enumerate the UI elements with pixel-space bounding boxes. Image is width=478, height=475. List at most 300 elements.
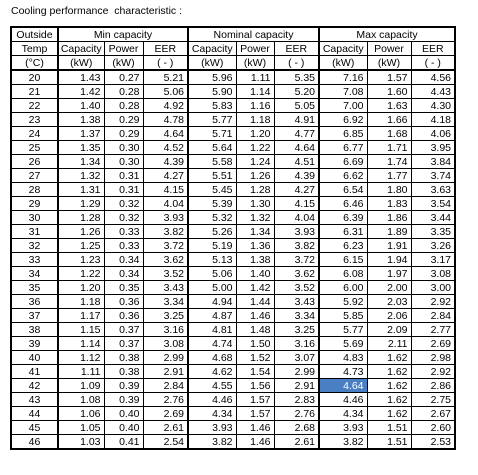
nominal-capacity-cell[interactable]: 5.58 [188,155,236,169]
max-eer-cell[interactable]: 3.44 [411,211,455,225]
nominal-eer-cell[interactable]: 3.52 [274,281,319,295]
outside-temp-cell[interactable]: 33 [11,253,58,267]
temp-unit: (°C) [11,56,58,71]
table-row [11,281,455,295]
max-power-cell[interactable]: 1.62 [367,393,411,407]
max-capacity-cell[interactable]: 5.92 [319,295,367,309]
min-capacity-cell[interactable]: 1.31 [58,183,104,197]
outside-temp-cell[interactable]: 45 [11,421,58,435]
min-eer-cell[interactable]: 4.64 [143,127,188,141]
outside-temp-cell[interactable]: 28 [11,183,58,197]
min-power-cell[interactable]: 0.36 [104,295,143,309]
min-eer-cell[interactable]: 3.25 [143,309,188,323]
max-eer-cell[interactable]: 3.84 [411,155,455,169]
min-capacity-cell[interactable]: 1.32 [58,169,104,183]
min-capacity-cell[interactable]: 1.09 [58,379,104,393]
min-eer-cell[interactable]: 2.99 [143,351,188,365]
min-capacity-cell[interactable]: 1.08 [58,393,104,407]
max-eer-cell[interactable]: 3.74 [411,169,455,183]
max-eer-cell[interactable]: 2.92 [411,295,455,309]
group-header-nominal: Nominal capacity [188,27,319,42]
max-capacity-cell[interactable]: 6.08 [319,267,367,281]
min-capacity-cell[interactable]: 1.37 [58,127,104,141]
outside-temp-cell[interactable]: 20 [11,70,58,85]
max-power-cell[interactable]: 2.09 [367,323,411,337]
nominal-power-cell[interactable]: 1.52 [236,351,274,365]
outside-temp-cell[interactable]: 30 [11,211,58,225]
max-eer-cell[interactable]: 4.30 [411,99,455,113]
max-eer-cell[interactable]: 3.95 [411,141,455,155]
outside-temp-cell[interactable]: 32 [11,239,58,253]
min-eer-header: EER [143,42,188,56]
nominal-capacity-cell[interactable]: 5.71 [188,127,236,141]
min-eer-cell[interactable]: 3.08 [143,337,188,351]
min-capacity-cell[interactable]: 1.06 [58,407,104,421]
nominal-power-cell[interactable]: 1.54 [236,365,274,379]
min-eer-cell[interactable]: 2.84 [143,379,188,393]
min-capacity-cell[interactable]: 1.23 [58,253,104,267]
nominal-power-cell[interactable]: 1.11 [236,70,274,85]
max-eer-cell[interactable]: 2.75 [411,393,455,407]
nominal-eer-cell[interactable]: 4.04 [274,211,319,225]
nominal-eer-cell[interactable]: 3.07 [274,351,319,365]
max-eer-cell[interactable]: 4.06 [411,127,455,141]
outside-temp-cell[interactable]: 25 [11,141,58,155]
nominal-eer-cell[interactable]: 5.35 [274,70,319,85]
nominal-eer-cell[interactable]: 4.51 [274,155,319,169]
min-capacity-cell[interactable]: 1.25 [58,239,104,253]
max-capacity-unit: (kW) [319,56,367,71]
nominal-power-cell[interactable]: 1.28 [236,183,274,197]
max-eer-cell[interactable]: 2.77 [411,323,455,337]
nominal-capacity-cell[interactable]: 5.32 [188,211,236,225]
nominal-capacity-cell[interactable]: 4.68 [188,351,236,365]
nominal-eer-cell[interactable]: 4.39 [274,169,319,183]
max-power-cell[interactable]: 1.62 [367,351,411,365]
max-power-cell[interactable]: 1.66 [367,113,411,127]
temp-header: Temp [11,42,58,56]
outside-temp-cell[interactable]: 46 [11,435,58,450]
nominal-power-cell[interactable]: 1.30 [236,197,274,211]
min-capacity-cell[interactable]: 1.14 [58,337,104,351]
nominal-capacity-cell[interactable]: 5.06 [188,267,236,281]
table-row [11,407,455,421]
outside-temp-cell[interactable]: 44 [11,407,58,421]
nominal-capacity-cell[interactable]: 5.51 [188,169,236,183]
min-capacity-cell[interactable]: 1.29 [58,197,104,211]
table-row [11,141,455,155]
group-header-min: Min capacity [58,27,188,42]
nominal-capacity-cell[interactable]: 4.62 [188,365,236,379]
min-capacity-cell[interactable]: 1.35 [58,141,104,155]
table-row [11,155,455,169]
max-power-cell[interactable]: 1.83 [367,197,411,211]
min-power-cell[interactable]: 0.35 [104,281,143,295]
max-power-cell[interactable]: 1.86 [367,211,411,225]
nominal-power-cell[interactable]: 1.32 [236,211,274,225]
min-capacity-cell[interactable]: 1.03 [58,435,104,450]
nominal-eer-cell[interactable]: 4.15 [274,197,319,211]
min-capacity-cell[interactable]: 1.40 [58,99,104,113]
nominal-eer-cell[interactable]: 2.91 [274,379,319,393]
max-capacity-cell[interactable]: 6.00 [319,281,367,295]
max-power-cell[interactable]: 1.63 [367,99,411,113]
max-capacity-cell[interactable]: 6.39 [319,211,367,225]
max-capacity-cell[interactable]: 4.73 [319,365,367,379]
min-eer-cell[interactable]: 3.16 [143,323,188,337]
table-row [11,421,455,435]
nominal-power-cell[interactable]: 1.38 [236,253,274,267]
max-eer-cell[interactable]: 3.17 [411,253,455,267]
outside-temp-cell[interactable]: 41 [11,365,58,379]
max-capacity-cell[interactable]: 6.92 [319,113,367,127]
table-row [11,225,455,239]
min-eer-cell[interactable]: 5.21 [143,70,188,85]
min-eer-cell[interactable]: 4.39 [143,155,188,169]
min-capacity-cell[interactable]: 1.42 [58,85,104,99]
outside-temp-cell[interactable]: 39 [11,337,58,351]
min-eer-cell[interactable]: 3.72 [143,239,188,253]
min-power-cell[interactable]: 0.30 [104,155,143,169]
max-capacity-cell[interactable]: 6.31 [319,225,367,239]
min-capacity-cell[interactable]: 1.34 [58,155,104,169]
max-eer-unit: ( - ) [411,56,455,71]
nominal-capacity-cell[interactable]: 5.26 [188,225,236,239]
max-power-cell[interactable]: 1.71 [367,141,411,155]
nominal-capacity-cell[interactable]: 5.96 [188,70,236,85]
nominal-power-cell[interactable]: 1.50 [236,337,274,351]
min-eer-cell[interactable]: 2.76 [143,393,188,407]
min-power-cell[interactable]: 0.40 [104,407,143,421]
min-eer-cell[interactable]: 4.52 [143,141,188,155]
nominal-capacity-cell[interactable]: 4.34 [188,407,236,421]
table-row [11,267,455,281]
min-power-cell[interactable]: 0.31 [104,183,143,197]
nominal-eer-cell[interactable]: 2.99 [274,365,319,379]
max-eer-cell[interactable]: 4.18 [411,113,455,127]
min-power-cell[interactable]: 0.38 [104,351,143,365]
max-power-cell[interactable]: 1.80 [367,183,411,197]
nominal-power-cell[interactable]: 1.34 [236,225,274,239]
min-eer-cell[interactable]: 4.27 [143,169,188,183]
outside-temp-cell[interactable]: 40 [11,351,58,365]
table-row [11,169,455,183]
table-row [11,211,455,225]
table-row [11,99,455,113]
min-eer-cell[interactable]: 3.43 [143,281,188,295]
min-power-cell[interactable]: 0.39 [104,379,143,393]
max-power-cell[interactable]: 2.06 [367,309,411,323]
min-power-cell[interactable]: 0.31 [104,169,143,183]
min-power-cell[interactable]: 0.39 [104,393,143,407]
max-eer-cell[interactable]: 2.86 [411,379,455,393]
min-eer-cell[interactable]: 3.52 [143,267,188,281]
nominal-eer-cell[interactable]: 3.93 [274,225,319,239]
min-eer-cell[interactable]: 4.04 [143,197,188,211]
max-capacity-cell[interactable]: 6.85 [319,127,367,141]
nominal-power-cell[interactable]: 1.57 [236,393,274,407]
nominal-capacity-cell[interactable]: 5.39 [188,197,236,211]
outside-temp-cell[interactable]: 43 [11,393,58,407]
max-power-cell[interactable]: 1.74 [367,155,411,169]
min-eer-cell[interactable]: 4.15 [143,183,188,197]
min-capacity-cell[interactable]: 1.15 [58,323,104,337]
max-eer-cell[interactable]: 2.92 [411,365,455,379]
nominal-capacity-cell[interactable]: 5.00 [188,281,236,295]
max-power-cell[interactable]: 1.51 [367,435,411,450]
min-eer-cell[interactable]: 2.61 [143,421,188,435]
max-eer-cell[interactable]: 2.84 [411,309,455,323]
nominal-capacity-cell[interactable]: 5.45 [188,183,236,197]
min-eer-cell[interactable]: 2.91 [143,365,188,379]
nominal-power-cell[interactable]: 1.14 [236,85,274,99]
max-power-cell[interactable]: 2.03 [367,295,411,309]
max-eer-cell[interactable]: 3.08 [411,267,455,281]
min-capacity-cell[interactable]: 1.43 [58,70,104,85]
selected-cell[interactable]: 4.64 [319,379,367,393]
nominal-eer-cell[interactable]: 5.20 [274,85,319,99]
min-power-cell[interactable]: 0.33 [104,225,143,239]
min-power-cell[interactable]: 0.37 [104,337,143,351]
nominal-eer-cell[interactable]: 2.83 [274,393,319,407]
max-capacity-cell[interactable]: 5.69 [319,337,367,351]
nominal-eer-cell[interactable]: 2.68 [274,421,319,435]
nominal-power-cell[interactable]: 1.26 [236,169,274,183]
nominal-power-cell[interactable]: 1.16 [236,99,274,113]
max-eer-cell[interactable]: 3.35 [411,225,455,239]
nominal-power-cell[interactable]: 1.44 [236,295,274,309]
nominal-eer-cell[interactable]: 2.76 [274,407,319,421]
min-power-cell[interactable]: 0.28 [104,99,143,113]
table-row [11,197,455,211]
nominal-eer-cell[interactable]: 4.77 [274,127,319,141]
nominal-capacity-cell[interactable]: 5.19 [188,239,236,253]
nominal-power-cell[interactable]: 1.40 [236,267,274,281]
nominal-power-cell[interactable]: 1.24 [236,155,274,169]
max-eer-cell[interactable]: 2.53 [411,435,455,450]
min-eer-cell[interactable]: 4.78 [143,113,188,127]
nominal-power-cell[interactable]: 1.57 [236,407,274,421]
nominal-capacity-cell[interactable]: 4.81 [188,323,236,337]
max-power-cell[interactable]: 1.62 [367,379,411,393]
min-power-cell[interactable]: 0.30 [104,141,143,155]
max-capacity-cell[interactable]: 7.16 [319,70,367,85]
max-capacity-cell[interactable]: 4.46 [319,393,367,407]
max-eer-cell[interactable]: 2.67 [411,407,455,421]
nominal-capacity-cell[interactable]: 5.13 [188,253,236,267]
max-eer-cell[interactable]: 3.54 [411,197,455,211]
min-eer-cell[interactable]: 4.92 [143,99,188,113]
nominal-capacity-cell[interactable]: 4.87 [188,309,236,323]
nominal-eer-cell[interactable]: 3.62 [274,267,319,281]
nominal-eer-cell[interactable]: 5.05 [274,99,319,113]
nominal-eer-cell[interactable]: 3.82 [274,239,319,253]
min-power-cell[interactable]: 0.29 [104,127,143,141]
nominal-eer-cell[interactable]: 3.34 [274,309,319,323]
nominal-power-cell[interactable]: 1.48 [236,323,274,337]
nominal-eer-cell[interactable]: 4.27 [274,183,319,197]
max-eer-cell[interactable]: 3.26 [411,239,455,253]
min-eer-cell[interactable]: 2.54 [143,435,188,450]
max-capacity-cell[interactable]: 3.82 [319,435,367,450]
max-capacity-cell[interactable]: 4.83 [319,351,367,365]
nominal-eer-cell[interactable]: 3.43 [274,295,319,309]
table-row [11,351,455,365]
nominal-eer-cell[interactable]: 3.25 [274,323,319,337]
nominal-power-cell[interactable]: 1.20 [236,127,274,141]
max-capacity-cell[interactable]: 6.15 [319,253,367,267]
min-eer-cell[interactable]: 2.69 [143,407,188,421]
min-power-cell[interactable]: 0.28 [104,85,143,99]
min-power-cell[interactable]: 0.37 [104,323,143,337]
max-power-cell[interactable]: 2.11 [367,337,411,351]
outside-temp-cell[interactable]: 27 [11,169,58,183]
nominal-eer-cell[interactable]: 2.61 [274,435,319,450]
min-capacity-cell[interactable]: 1.18 [58,295,104,309]
max-power-cell[interactable]: 1.89 [367,225,411,239]
outside-temp-cell[interactable]: 26 [11,155,58,169]
max-capacity-cell[interactable]: 7.00 [319,99,367,113]
min-capacity-cell[interactable]: 1.12 [58,351,104,365]
outside-temp-header: Outside [11,27,58,42]
table-row [11,379,455,393]
max-capacity-cell[interactable]: 3.93 [319,421,367,435]
max-capacity-cell[interactable]: 6.46 [319,197,367,211]
min-power-cell[interactable]: 0.34 [104,267,143,281]
max-power-cell[interactable]: 1.91 [367,239,411,253]
min-eer-cell[interactable]: 3.93 [143,211,188,225]
table-row [11,295,455,309]
nominal-capacity-cell[interactable]: 5.64 [188,141,236,155]
max-capacity-cell[interactable]: 6.23 [319,239,367,253]
max-eer-cell[interactable]: 3.63 [411,183,455,197]
nominal-capacity-cell[interactable]: 4.46 [188,393,236,407]
max-eer-cell[interactable]: 4.43 [411,85,455,99]
nominal-power-cell[interactable]: 1.22 [236,141,274,155]
max-power-cell[interactable]: 1.77 [367,169,411,183]
min-eer-cell[interactable]: 5.06 [143,85,188,99]
min-power-cell[interactable]: 0.32 [104,197,143,211]
nominal-eer-cell[interactable]: 3.72 [274,253,319,267]
min-power-cell[interactable]: 0.33 [104,239,143,253]
max-capacity-cell[interactable]: 6.77 [319,141,367,155]
min-power-cell[interactable]: 0.29 [104,113,143,127]
nominal-power-cell[interactable]: 1.42 [236,281,274,295]
table-row [11,337,455,351]
nominal-eer-cell[interactable]: 4.91 [274,113,319,127]
max-power-cell[interactable]: 1.94 [367,253,411,267]
nominal-power-cell[interactable]: 1.56 [236,379,274,393]
nominal-capacity-cell[interactable]: 5.90 [188,85,236,99]
nominal-power-cell[interactable]: 1.46 [236,435,274,450]
table-row [11,365,455,379]
min-capacity-cell[interactable]: 1.26 [58,225,104,239]
min-capacity-cell[interactable]: 1.05 [58,421,104,435]
outside-temp-cell[interactable]: 34 [11,267,58,281]
max-power-cell[interactable]: 1.60 [367,85,411,99]
max-eer-cell[interactable]: 2.69 [411,337,455,351]
min-power-cell[interactable]: 0.27 [104,70,143,85]
nominal-capacity-cell[interactable]: 5.77 [188,113,236,127]
nominal-power-cell[interactable]: 1.36 [236,239,274,253]
max-eer-cell[interactable]: 2.60 [411,421,455,435]
outside-temp-cell[interactable]: 37 [11,309,58,323]
max-capacity-cell[interactable]: 7.08 [319,85,367,99]
outside-temp-cell[interactable]: 24 [11,127,58,141]
nominal-eer-unit: ( - ) [274,56,319,71]
max-power-cell[interactable]: 1.62 [367,365,411,379]
max-capacity-cell[interactable]: 6.69 [319,155,367,169]
min-eer-cell[interactable]: 3.82 [143,225,188,239]
outside-temp-cell[interactable]: 35 [11,281,58,295]
max-capacity-cell[interactable]: 6.62 [319,169,367,183]
outside-temp-cell[interactable]: 29 [11,197,58,211]
max-eer-cell[interactable]: 2.98 [411,351,455,365]
max-capacity-cell[interactable]: 5.77 [319,323,367,337]
outside-temp-cell[interactable]: 42 [11,379,58,393]
max-power-cell[interactable]: 1.68 [367,127,411,141]
min-capacity-cell[interactable]: 1.20 [58,281,104,295]
cooling-performance-table [10,26,456,450]
outside-temp-cell[interactable]: 31 [11,225,58,239]
min-power-cell[interactable]: 0.34 [104,253,143,267]
min-capacity-cell[interactable]: 1.11 [58,365,104,379]
nominal-capacity-cell[interactable]: 4.94 [188,295,236,309]
nominal-capacity-cell[interactable]: 4.74 [188,337,236,351]
max-power-cell[interactable]: 1.51 [367,421,411,435]
min-power-cell[interactable]: 0.41 [104,435,143,450]
min-capacity-cell[interactable]: 1.28 [58,211,104,225]
min-eer-cell[interactable]: 3.34 [143,295,188,309]
max-power-cell[interactable]: 1.97 [367,267,411,281]
max-capacity-cell[interactable]: 4.34 [319,407,367,421]
outside-temp-cell[interactable]: 38 [11,323,58,337]
table-body [11,70,455,449]
max-power-cell[interactable]: 2.00 [367,281,411,295]
min-power-cell[interactable]: 0.40 [104,421,143,435]
nominal-power-cell[interactable]: 1.18 [236,113,274,127]
nominal-eer-header: EER [274,42,319,56]
min-power-cell[interactable]: 0.38 [104,365,143,379]
min-capacity-cell[interactable]: 1.38 [58,113,104,127]
nominal-eer-cell[interactable]: 4.64 [274,141,319,155]
max-power-cell[interactable]: 1.57 [367,70,411,85]
nominal-power-cell[interactable]: 1.46 [236,309,274,323]
max-eer-cell[interactable]: 4.56 [411,70,455,85]
nominal-eer-cell[interactable]: 3.16 [274,337,319,351]
outside-temp-cell[interactable]: 23 [11,113,58,127]
nominal-capacity-cell[interactable]: 3.93 [188,421,236,435]
nominal-capacity-cell[interactable]: 4.55 [188,379,236,393]
outside-temp-cell[interactable]: 22 [11,99,58,113]
min-power-cell[interactable]: 0.36 [104,309,143,323]
min-capacity-cell[interactable]: 1.22 [58,267,104,281]
min-eer-unit: ( - ) [143,56,188,71]
min-eer-cell[interactable]: 3.62 [143,253,188,267]
table-row [11,253,455,267]
min-capacity-cell[interactable]: 1.17 [58,309,104,323]
min-power-cell[interactable]: 0.32 [104,211,143,225]
max-eer-cell[interactable]: 3.00 [411,281,455,295]
nominal-power-cell[interactable]: 1.46 [236,421,274,435]
max-capacity-cell[interactable]: 5.85 [319,309,367,323]
nominal-capacity-cell[interactable]: 5.83 [188,99,236,113]
nominal-capacity-cell[interactable]: 3.82 [188,435,236,450]
max-power-cell[interactable]: 1.62 [367,407,411,421]
outside-temp-cell[interactable]: 21 [11,85,58,99]
max-capacity-cell[interactable]: 6.54 [319,183,367,197]
outside-temp-cell[interactable]: 36 [11,295,58,309]
